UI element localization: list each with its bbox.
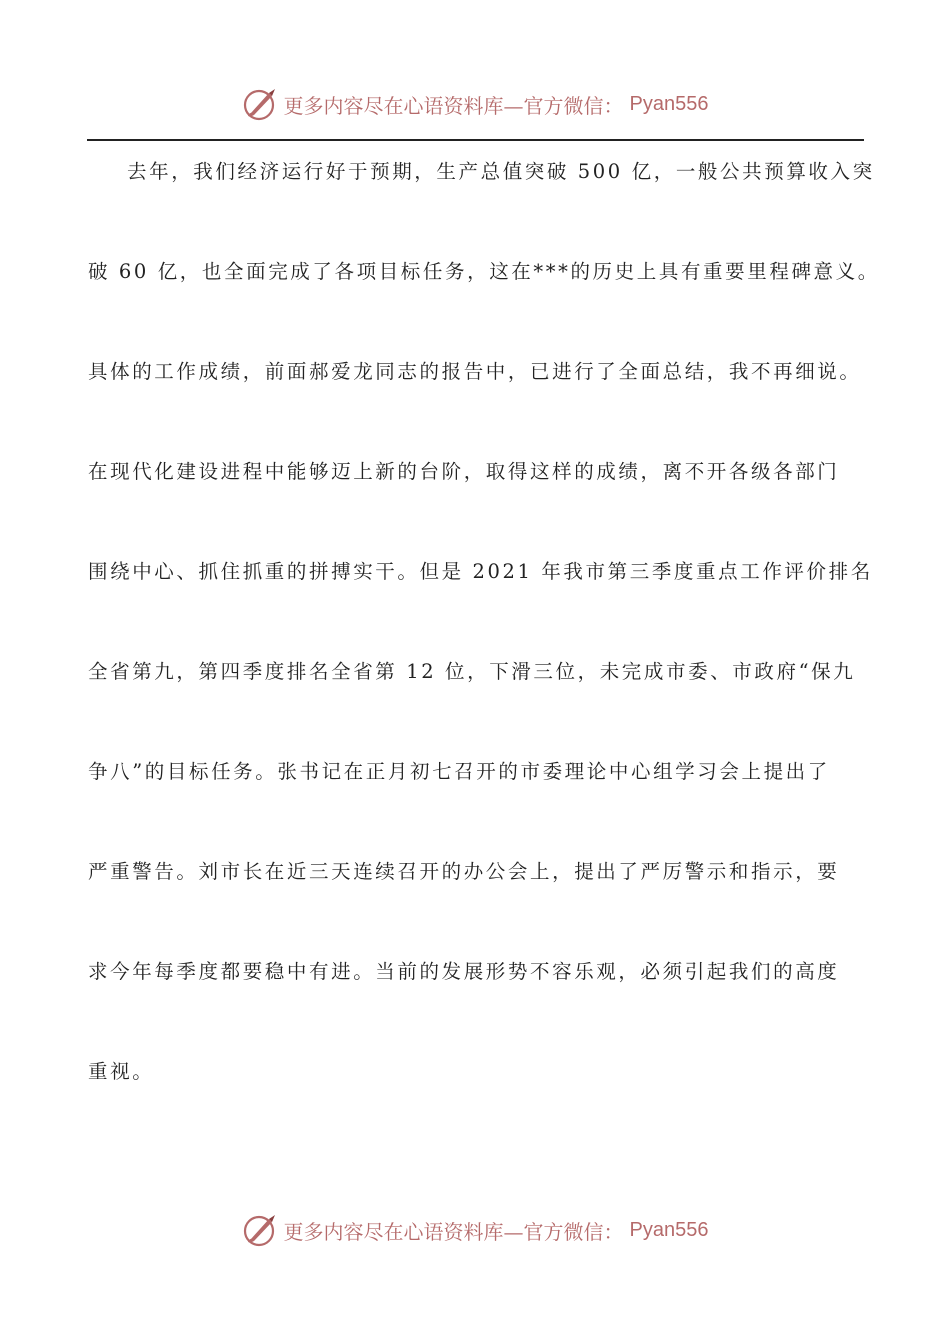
body-line: 严重警告。刘市长在近三天连续召开的办公会上，提出了严厉警示和指示，要 [88,860,840,883]
body-line: 去年，我们经济运行好于预期，生产总值突破 500 亿，一般公共预算收入突 [127,160,875,183]
footer-wechat-id: Pyan556 [629,1218,709,1241]
header-wechat-id: Pyan556 [629,92,709,115]
body-line: 争八”的目标任务。张书记在正月初七召开的市委理论中心组学习会上提出了 [88,760,830,783]
body-line: 破 60 亿，也全面完成了各项目标任务，这在***的历史上具有重要里程碑意义。 [88,260,880,283]
header-divider [87,139,864,141]
quill-pen-logo-icon [242,1212,278,1248]
quill-pen-logo-icon [242,86,278,122]
document-body [88,150,880,1150]
body-line: 重视。 [88,1060,155,1083]
body-line: 求今年每季度都要稳中有进。当前的发展形势不容乐观，必须引起我们的高度 [88,960,840,983]
footer-banner-text: 更多内容尽在心语资料库—官方微信： [283,1219,624,1244]
body-line: 围绕中心、抓住抓重的拼搏实干。但是 2021 年我市第三季度重点工作评价排名 [88,560,873,583]
body-line: 具体的工作成绩，前面郝爱龙同志的报告中，已进行了全面总结，我不再细说。 [88,360,862,383]
body-line: 在现代化建设进程中能够迈上新的台阶，取得这样的成绩，离不开各级各部门 [88,460,840,483]
header-banner [0,84,950,124]
header-banner-text: 更多内容尽在心语资料库—官方微信： [283,93,624,118]
body-line: 全省第九，第四季度排名全省第 12 位，下滑三位，未完成市委、市政府“保九 [88,660,856,683]
footer-banner [0,1210,950,1250]
